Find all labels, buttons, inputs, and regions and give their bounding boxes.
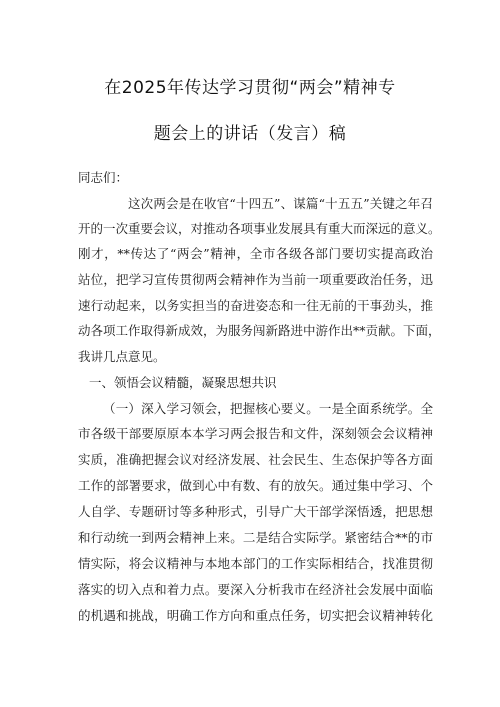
body-line: 情实际，将会议精神与本地本部门的工作实际相结合，找准贯彻 [78,556,433,571]
salutation: 同志们： [78,170,129,185]
body-line: 人自学、专题研讨等多种形式，引导广大干部学深悟透，把思想 [78,504,433,519]
document-title-line-2: 题会上的讲话（发言）稿 [153,124,347,144]
body-line: 这次两会是在收官“十四五”、谋篇“十五五”关键之年召 [128,196,433,211]
body-line: 我讲几点意见。 [78,349,166,364]
body-line: 和行动统一到两会精神上来。二是结合实际学。紧密结合**的市 [78,530,433,545]
body-line: 刚才，**传达了“两会”精神，全市各级各部门要切实提高政治 [78,246,433,261]
section-heading: 一、领悟会议精髓，凝聚思想共识 [89,375,277,390]
body-line: 的机遇和挑战，明确工作方向和重点任务，切实把会议精神转化 [78,608,433,623]
body-line: 开的一次重要会议，对推动各项事业发展具有重大而深远的意义。 [78,221,441,236]
body-line: 实质，准确把握会议对经济发展、社会民生、生态保护等各方面 [78,452,433,467]
body-line: 站位，把学习宣传贯彻两会精神作为当前一项重要政治任务，迅 [78,272,433,287]
body-line: 工作的部署要求，做到心中有数、有的放矢。通过集中学习、个 [78,478,433,493]
body-line: （一）深入学习领会，把握核心要义。一是全面系统学。全 [103,401,433,416]
body-line: 落实的切入点和着力点。要深入分析我市在经济社会发展中面临 [78,582,433,597]
body-line: 速行动起来，以务实担当的奋进姿态和一往无前的干事劲头，推 [78,298,433,313]
body-line: 市各级干部要原原本本学习两会报告和文件，深刻领会会议精神 [78,426,433,441]
document-title-line-1: 在2025年传达学习贯彻“两会”精神专 [104,78,396,98]
body-line: 动各项工作取得新成效，为服务闯新路进中游作出**贡献。下面， [78,323,441,338]
